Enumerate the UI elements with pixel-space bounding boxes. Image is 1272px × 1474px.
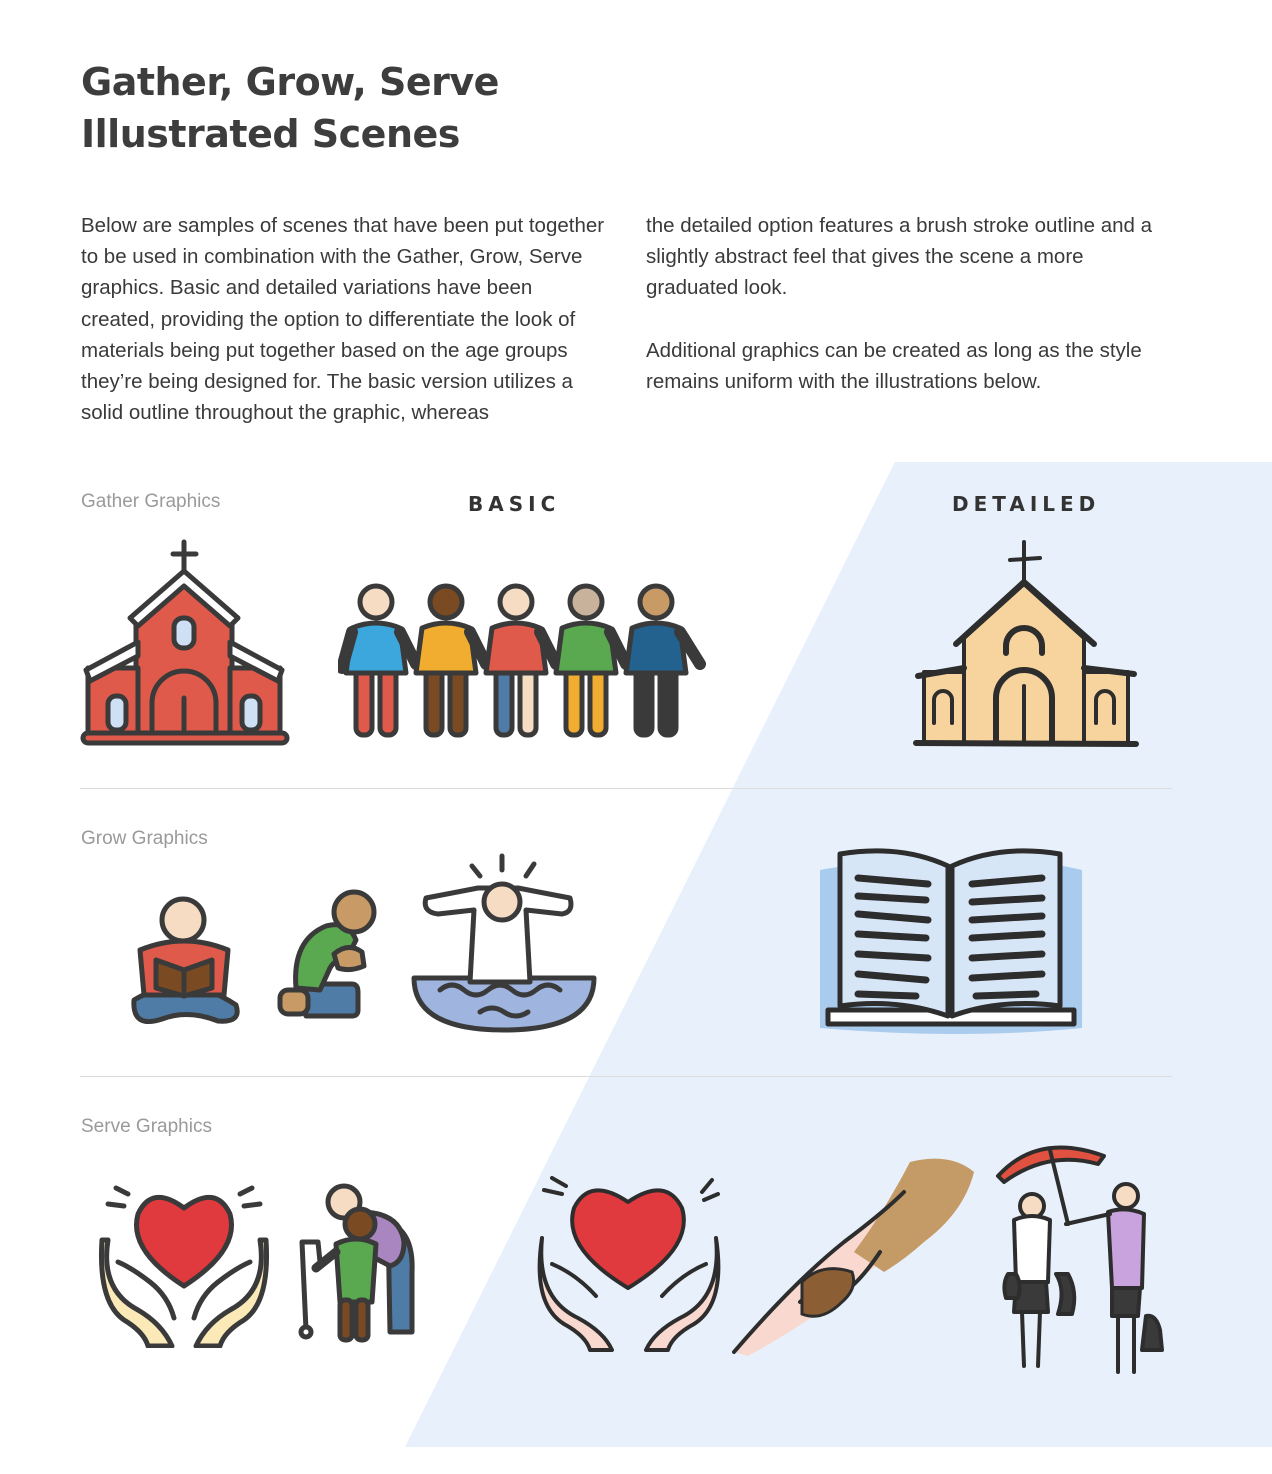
helping-hand-detailed-icon xyxy=(730,1152,980,1362)
intro-text-1: Below are samples of scenes that have been put together to be used in combination with the Gather, Grow, Serve graphics. Basic and detailed variations have been created, providing the option to differentiate the look of materials being put together based on the age groups they’re being designed for. The basic version utilizes a solid outline throughout the graphic, whereas xyxy=(81,214,605,425)
gather-label: Gather Graphics xyxy=(81,491,221,512)
intro-text-2: the detailed option features a brush stroke outline and a slightly abstract feel that gives the scene a more graduated look. xyxy=(646,214,1153,300)
divider-1 xyxy=(80,788,1172,789)
title-line-2: Illustrated Scenes xyxy=(81,112,460,156)
intro-text-3: Additional graphics can be created as long as the style remains uniform with the illustrations below. xyxy=(646,338,1142,393)
umbrella-helper-detailed-icon xyxy=(994,1140,1176,1380)
people-holding-hands-icon xyxy=(338,580,713,745)
intro-column-2 xyxy=(646,210,1166,428)
detailed-heading: DETAILED xyxy=(952,492,1101,516)
heart-hands-icon xyxy=(98,1182,270,1348)
baptism-icon xyxy=(410,852,598,1037)
grow-label: Grow Graphics xyxy=(81,828,208,849)
helping-elder-icon xyxy=(298,1182,424,1352)
serve-label: Serve Graphics xyxy=(81,1116,212,1137)
church-detailed-icon xyxy=(912,538,1140,750)
praying-person-icon xyxy=(272,886,382,1021)
reading-person-icon xyxy=(126,890,241,1025)
page-title xyxy=(81,56,499,160)
basic-heading: BASIC xyxy=(468,492,561,516)
divider-2 xyxy=(80,1076,1172,1077)
title-line-1: Gather, Grow, Serve xyxy=(81,60,499,104)
heart-hands-detailed-icon xyxy=(536,1176,746,1356)
church-icon xyxy=(80,538,290,748)
open-bible-detailed-icon xyxy=(816,840,1086,1040)
intro-column-1 xyxy=(81,210,611,459)
